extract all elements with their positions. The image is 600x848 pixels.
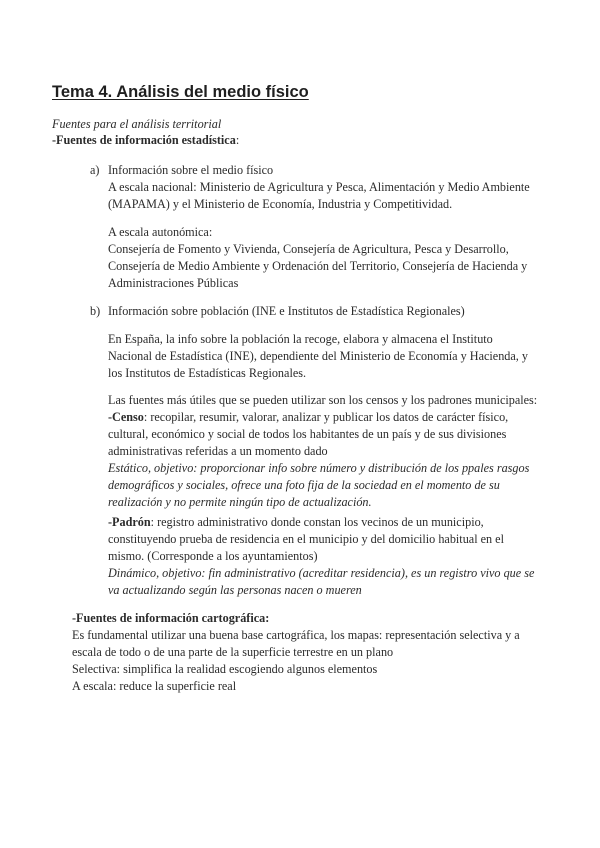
item-a-p1-line2: (MAPAMA) y el Ministerio de Economía, Industria y Competitividad. bbox=[108, 197, 453, 211]
censo-line2: administrativas referidas a un momento dado bbox=[108, 444, 328, 458]
padron-italic-line1: Dinámico, objetivo: fin administrativo (acreditar residencia), es un registro vivo que se bbox=[108, 566, 535, 580]
padron-label: -Padrón bbox=[108, 515, 151, 529]
censo-italic-line2: demográficos y sociales, ofrece una foto fija de la sociedad en el momento de su bbox=[108, 478, 500, 492]
cartography-line4: A escala: reduce la superficie real bbox=[72, 679, 237, 693]
padron-line1: constituyendo prueba de residencia en el municipio y del domicilio habitual en el bbox=[108, 532, 504, 546]
padron-text: : registro administrativo donde constan los vecinos de un municipio, bbox=[150, 515, 484, 529]
censo-text: : recopilar, resumir, valorar, analizar y publicar los datos de carácter físico, bbox=[143, 410, 509, 424]
item-a-p2-line3: Consejería de Medio Ambiente y Ordenación del Territorio, Consejería de Hacienda y bbox=[108, 259, 528, 273]
section-heading-statistics bbox=[52, 133, 239, 148]
censo-definition bbox=[108, 410, 508, 425]
item-b-p1-line3: los Institutos de Estadísticas Regionales. bbox=[108, 366, 307, 380]
page-title: Tema 4. Análisis del medio físico bbox=[52, 83, 309, 101]
padron-definition bbox=[108, 515, 484, 530]
section-heading-statistics-text: -Fuentes de información estadística bbox=[52, 133, 236, 147]
cartography-line2: escala de todo o de una parte de la superficie terrestre en un plano bbox=[72, 645, 394, 659]
censo-label: -Censo bbox=[108, 410, 144, 424]
item-a-p1-line1: A escala nacional: Ministerio de Agricultura y Pesca, Alimentación y Medio Ambiente bbox=[108, 180, 530, 194]
item-b-p1-line1: En España, la info sobre la población la recoge, elabora y almacena el Instituto bbox=[108, 332, 493, 346]
cartography-line3: Selectiva: simplifica la realidad escogiendo algunos elementos bbox=[72, 662, 378, 676]
item-a-p2-line2: Consejería de Fomento y Vivienda, Consejería de Agricultura, Pesca y Desarrollo, bbox=[108, 242, 509, 256]
item-b-sources-intro: Las fuentes más útiles que se pueden utilizar son los censos y los padrones municipales: bbox=[108, 393, 538, 407]
item-a-heading: Información sobre el medio físico bbox=[108, 163, 274, 177]
censo-line1: cultural, económico y social de todos los habitantes de un país y de sus divisiones bbox=[108, 427, 507, 441]
item-b-heading: Información sobre población (INE e Institutos de Estadística Regionales) bbox=[108, 304, 465, 318]
item-a-p2-line4: Administraciones Públicas bbox=[108, 276, 239, 290]
censo-italic-line3: realización y no permite ningún tipo de actualización. bbox=[108, 495, 372, 509]
censo-italic-line1: Estático, objetivo: proporcionar info sobre número y distribución de los ppales rasgos bbox=[108, 461, 530, 475]
item-a-p2-line1: A escala autonómica: bbox=[108, 225, 213, 239]
cartography-line1: Es fundamental utilizar una buena base cartográfica, los mapas: representación selectiva y a bbox=[72, 628, 520, 642]
section-heading-colon: : bbox=[235, 133, 240, 147]
padron-line2: mismo. (Corresponde a los ayuntamientos) bbox=[108, 549, 318, 563]
section-heading-cartography: -Fuentes de información cartográfica: bbox=[72, 611, 270, 625]
item-b-p1-line2: Nacional de Estadística (INE), dependiente del Ministerio de Economía y Hacienda, y bbox=[108, 349, 528, 363]
list-marker-a: a) bbox=[90, 163, 100, 177]
list-marker-b: b) bbox=[90, 304, 101, 318]
subtitle: Fuentes para el análisis territorial bbox=[52, 117, 222, 131]
padron-italic-line2: va actualizando según las personas nacen o mueren bbox=[108, 583, 362, 597]
